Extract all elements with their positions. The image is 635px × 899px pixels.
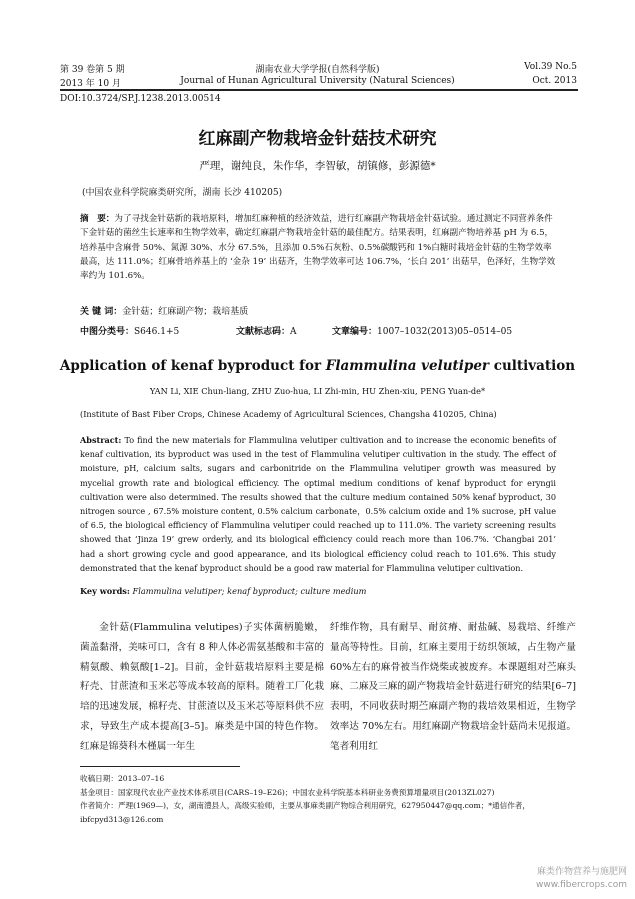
footnote-fund: 基金项目：国家现代农业产业技术体系项目(CARS–19–E26)；中国农业科学院基本科研业务费预算增量项目(2013ZL027) xyxy=(80,787,495,797)
issue-en: Vol.39 No.5 xyxy=(524,62,577,72)
journal-en: Journal of Hunan Agricultural University (Natural Sciences) xyxy=(180,76,455,86)
watermark-url: www.fibercrops.com xyxy=(536,880,627,890)
keywords-cn-text: 金针菇；红麻副产物；栽培基质 xyxy=(122,307,249,317)
doc-code: 文献标志码：A xyxy=(236,327,297,337)
watermark-cn: 麻类作物营养与施肥网 xyxy=(536,867,627,877)
affiliation-en: (Institute of Bast Fiber Crops, Chinese Academy of Agricultural Sciences, Changsha 410205, China) xyxy=(80,409,497,419)
footnote-rule xyxy=(80,766,240,767)
article-no: 文章编号：1007–1032(2013)05–0514–05 xyxy=(332,327,513,337)
keywords-cn-label: 关 键 词： xyxy=(80,307,123,317)
body-right-column: 纤维作物，具有耐旱、耐贫瘠、耐盐碱、易栽培、纤维产量高等特性。目前，红麻主要用于纺织领域，占生物产量 60%左右的麻骨被当作烧柴或被废弃。本课题组对苎麻头麻、二麻及三麻的副产物栽培金针菇进行研究的结果[6–7]表明，不同收获时期苎麻副产物的栽培效果相近，生物学效率达 70%左右。用红麻副产物栽培金针菇尚未见报道。笔者利用红 xyxy=(330,622,576,752)
date-en: Oct. 2013 xyxy=(532,76,577,86)
issue-cn: 第 39 卷第 5 期 xyxy=(60,65,125,75)
footnote-author: 作者简介：严理(1969—)，女，湖南澧县人，高级实验师，主要从事麻类副产物综合利用研究，627950447@qq.com；*通信作者，ibfcpyd313@126.com xyxy=(80,801,530,824)
footnotes xyxy=(80,772,560,826)
body-left-column: 金针菇(Flammulina velutipes)子实体菌柄脆嫩，菌盖黏滑，美味可口，含有 8 种人体必需氨基酸和丰富的精氨酸、赖氨酸[1–2]。目前，金针菇栽培原料主要是棉籽壳、甘蔗渣和玉米芯等成本较高的原料。随着工厂化栽培的迅速发展，棉籽壳、甘蔗渣以及玉米芯等原料供不应求，导致生产成本提高[3–5]。麻类是中国的特色作物。红麻是锦葵科木槿属一年生 xyxy=(80,622,324,752)
abstract-en-label: Abstract: xyxy=(80,435,122,445)
abstract-en-text: To find the new materials for Flammulina velutiper cultivation and to increase the economic benefits of kenaf cultivation, its byproduct was used in the test of Flammulina velutiper cultivation in the study. The effect of moisture, pH, calcium salts, sugars and carbonitride on the Flammulina velutiper growth was measured by mycelial growth rate and biological efficiency. The optimal medium conditions of kenaf byproduct for eryngii cultivation were also determined. The results showed that the culture medium contained 50% kenaf byproduct, 30 nitrogen source , 67.5% moisture content, 0.5% calcium carbonate，0.5% calcium oxide and 1% sucrose, pH value of 6.5, the biological efficiency of Flammulina velutiper could reached up to 111.0%. The variety screening results showed that ‘Jinza 19’ grew orderly, and its biological efficiency could reach more than 106.7%. ‘Changbai 201’ had a short growing cycle and good appearance, and its biological efficiency colud reach to 101.6%. This study demonstrated that the kenaf byproduct should be a good raw material for Flammulina velutiper cultivation. xyxy=(80,435,556,573)
footnote-received: 收稿日期：2013–07–16 xyxy=(80,774,165,783)
abstract-cn-text: 为了寻找金针菇新的栽培原料，增加红麻种植的经济效益，进行红麻副产物栽培金针菇试验。通过测定不同营养条件下金针菇的菌丝生长速率和生物学效率，确定红麻副产物栽培金针菇的最佳配方。结果表明，红麻副产物培养基 pH 为 6.5，培养基中含麻骨 50%、氮源 30%、水分 67.5%，且添加 0.5%石灰粉、0.5%碳酸钙和 1%白糖时栽培金针菇的生物学效率最高，达 111.0%；红麻骨培养基上的 ‘金杂 19’ 出菇齐，生物学效率可达 106.7%，‘长白 201’ 出菇早，色泽好，生物学效率约为 101.6%。 xyxy=(80,214,556,282)
class-no: 中图分类号：S646.1+5 xyxy=(80,327,180,337)
date-cn: 2013 年 10 月 xyxy=(60,79,121,89)
keywords-cn xyxy=(80,304,248,317)
journal-cn: 湖南农业大学学报(自然科学版) xyxy=(255,65,380,75)
header-rule xyxy=(60,89,578,91)
authors-cn: 严理，谢纯良，朱作华，李智敏，胡镇修，彭源德* xyxy=(199,160,436,172)
abstract-cn xyxy=(80,212,556,283)
affiliation-cn: (中国农业科学院麻类研究所，湖南 长沙 410205) xyxy=(82,188,283,198)
doi: DOI:10.3724/SP.J.1238.2013.00514 xyxy=(60,94,221,104)
title-en: Application of kenaf byproduct for Flammulina velutiper cultivation xyxy=(59,358,576,374)
keywords-en: Key words: Flammulina velutiper; kenaf byproduct; culture medium xyxy=(80,586,367,596)
authors-en: YAN Li, XIE Chun-liang, ZHU Zuo-hua, LI Zhi-min, HU Zhen-xiu, PENG Yuan-de* xyxy=(149,386,486,396)
title-cn: 红麻副产物栽培金针菇技术研究 xyxy=(198,129,437,149)
abstract-cn-label: 摘 要： xyxy=(80,214,115,224)
abstract-en xyxy=(80,433,556,575)
